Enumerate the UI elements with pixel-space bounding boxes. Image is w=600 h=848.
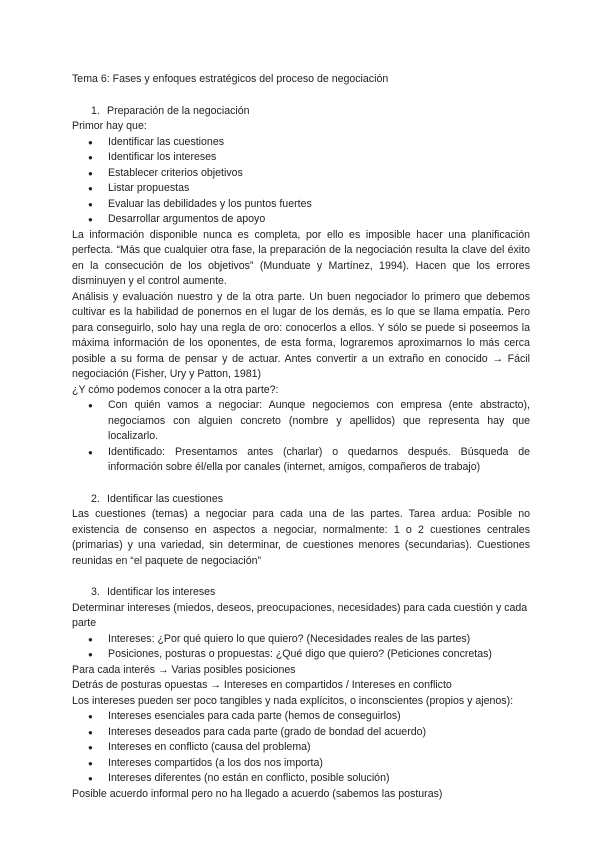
list-item: ● Desarrollar argumentos de apoyo	[72, 212, 530, 228]
section1-bullet-list	[72, 135, 530, 228]
section1-paragraph-1: La información disponible nunca es completa, por ello es imposible hacer una planificación perfecta. “Más que cualquier otra fase, la preparación de la negociación resulta la clave del éxito en la consecución de los objetivos” (Munduate y Martínez, 1994). Hacen que los errores disminuyen y el control aumente.	[72, 228, 530, 287]
section1-intro: Primor hay que:	[72, 120, 147, 132]
section-heading-3: 3. Identificar los intereses	[91, 586, 216, 598]
section3-bullet-list	[72, 632, 530, 663]
section3-paragraph: Los intereses pueden ser poco tangibles y nada explícitos, o inconscientes (propios y ajenos):	[72, 694, 514, 707]
section2-paragraph: Las cuestiones (temas) a negociar para cada una de las partes. Tarea ardua: Posible no existencia de consenso en aspectos a negociar, normalmente: 1 o 2 cuestiones centrales (primarias) y una variedad, sin determinar, de cuestiones menores (secundarias). Cuestiones reunidas en “el paquete de negociación”	[72, 508, 530, 567]
list-item: ● Intereses deseados para cada parte (grado de bondad del acuerdo)	[72, 725, 530, 741]
document-title: Tema 6: Fases y enfoques estratégicos del proceso de negociación	[72, 73, 389, 85]
section3-bullet-list-2	[72, 709, 530, 787]
section3-line-2: Detrás de posturas opuestas → Intereses en compartidos / Intereses en conflicto	[72, 679, 452, 691]
list-item: ● Establecer criterios objetivos	[72, 166, 530, 182]
list-item: ● Listar propuestas	[72, 181, 530, 197]
list-item: ● Identificar las cuestiones	[72, 135, 530, 151]
list-item: ● Identificado: Presentamos antes (charlar) o quedarnos después. Búsqueda de información sobre él/ella por canales (internet, amigos, compañeros de trabajo)	[72, 445, 530, 476]
list-item: ● Evaluar las debilidades y los puntos fuertes	[72, 197, 530, 213]
document-page	[72, 72, 530, 802]
list-item: ● Posiciones, posturas o propuestas: ¿Qué digo que quiero? (Peticiones concretas)	[72, 647, 530, 663]
section3-closing: Posible acuerdo informal pero no ha llegado a acuerdo (sabemos las posturas)	[72, 787, 443, 800]
list-item: ● Intereses esenciales para cada parte (hemos de conseguirlos)	[72, 709, 530, 725]
list-item: ● Intereses: ¿Por qué quiero lo que quiero? (Necesidades reales de las partes)	[72, 632, 530, 648]
list-item: ● Intereses diferentes (no están en conflicto, posible solución)	[72, 771, 530, 787]
list-item: ● Con quién vamos a negociar: Aunque negociemos con empresa (ente abstracto), negociamos con alguien concreto (nombre y apellidos) que representa hay que localizarlo.	[72, 398, 530, 445]
section1-question: ¿Y cómo podemos conocer a la otra parte?:	[72, 383, 279, 396]
section3-intro: Determinar intereses (miedos, deseos, preocupaciones, necesidades) para cada cuestión y cada parte	[72, 601, 528, 629]
section1-bullet-list-2	[72, 398, 530, 476]
list-item: ● Intereses compartidos (a los dos nos importa)	[72, 756, 530, 772]
section-heading-1: 1. Preparación de la negociación	[91, 104, 250, 117]
list-item: ● Identificar los intereses	[72, 150, 530, 166]
section3-line-1: Para cada interés → Varias posibles posiciones	[72, 663, 296, 676]
list-item: ● Intereses en conflicto (causa del problema)	[72, 740, 530, 756]
section-heading-2: 2. Identificar las cuestiones	[91, 492, 224, 505]
section1-paragraph-2: Análisis y evaluación nuestro y de la otra parte. Un buen negociador lo primero que debemos cultivar es la habilidad de ponernos en el lugar de los demás, es lo que se llama empatía. Pero para conseguirlo, solo hay una regla de oro: conocerlos a ellos. Y sólo se puede si poseemos la máxima información de los oponentes, de esta forma, lograremos aproximarnos lo más cerca posible a su forma de pensar y de actuar. Antes convertir a un extraño en conocido → Fácil negociación (Fisher, Ury y Patton, 1981)	[72, 290, 530, 380]
